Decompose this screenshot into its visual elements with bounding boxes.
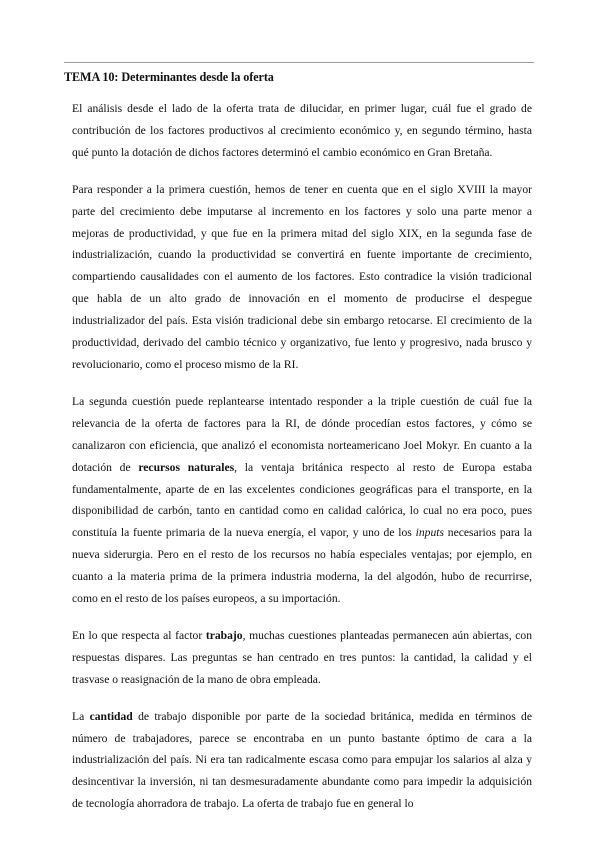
paragraph-5-text-a: La (72, 709, 90, 723)
term-trabajo: trabajo (205, 628, 243, 642)
paragraph-4 (72, 625, 532, 691)
header-rule (64, 62, 534, 63)
term-cantidad: cantidad (89, 709, 133, 723)
term-recursos-naturales: recursos naturales (138, 460, 235, 474)
paragraph-5 (72, 706, 532, 816)
paragraph-5-text-b: de trabajo disponible por parte de la sociedad británica, medida en términos de número de trabajadores, parece se encontraba en un punto bastante óptimo de cara a la industrialización del país. Ni era tan radicalmente escasa como para empujar los salarios al alza y desincentivar la inversión, ni tan desmesuradamente abundante como para impedir la adquisición de tecnología ahorradora de trabajo. La oferta de trabajo fue en general lo (72, 709, 532, 811)
paragraph-3-text-b: , la ventaja británica respecto al resto de Europa estaba fundamentalmente, aparte de en las excelentes condiciones geográficas para el transporte, en la disponibilidad de carbón, tanto en cantidad como en calidad calórica, lo cual no era poco, pues constituía la fuente primaria de la nueva energía, el vapor, y uno de los (72, 460, 532, 540)
paragraph-3-text-c: necesarios para la nueva siderurgia. Pero en el resto de los recursos no había especiales ventajas; por ejemplo, en cuanto a la materia prima de la primera industria moderna, la del algodón, hubo de recurrirse, como en el resto de los países europeos, a su importación. (72, 526, 533, 606)
paragraph-4-text-b: , muchas cuestiones planteadas permanecen aún abiertas, con respuestas dispares. Las preguntas se han centrado en tres puntos: la cantidad, la calidad y el trasvase o reasignación de la mano de obra empleada. (72, 628, 532, 686)
page-title: TEMA 10: Determinantes desde la oferta (64, 70, 274, 84)
paragraph-1: El análisis desde el lado de la oferta trata de dilucidar, en primer lugar, cuál fue el grado de contribución de los factores productivos al crecimiento económico y, en segundo término, hasta qué punto la dotación de dichos factores determinó el cambio económico en Gran Bretaña. (72, 102, 532, 159)
term-inputs: inputs (415, 526, 444, 540)
paragraph-3 (72, 391, 532, 610)
paragraph-4-text-a: En lo que respecta al factor (72, 628, 206, 642)
paragraph-3-text-a: La segunda cuestión puede replantearse intentado responder a la triple cuestión de cuál fue la relevancia de la oferta de factores para la RI, de dónde procedían estos factores, y cómo se canalizaron con eficiencia, que analizó el economista norteamericano Joel Mokyr. En cuanto a la dotación de (72, 394, 532, 474)
document-body (72, 98, 532, 830)
paragraph-2: Para responder a la primera cuestión, hemos de tener en cuenta que en el siglo XVIII la mayor parte del crecimiento debe imputarse al incremento en los factores y solo una parte menor a mejoras de productividad, y que fue en la primera mitad del siglo XIX, en la segunda fase de industrialización, cuando la productividad se convertirá en fuente importante de crecimiento, compartiendo causalidades con el aumento de los factores. Esto contradice la visión tradicional que habla de un alto grado de innovación en el momento de producirse el despegue industrializador del país. Esta visión tradicional debe sin embargo retocarse. El crecimiento de la productividad, derivado del cambio técnico y organizativo, fue lento y progresivo, nada brusco y revolucionario, como el proceso mismo de la RI. (72, 182, 532, 371)
